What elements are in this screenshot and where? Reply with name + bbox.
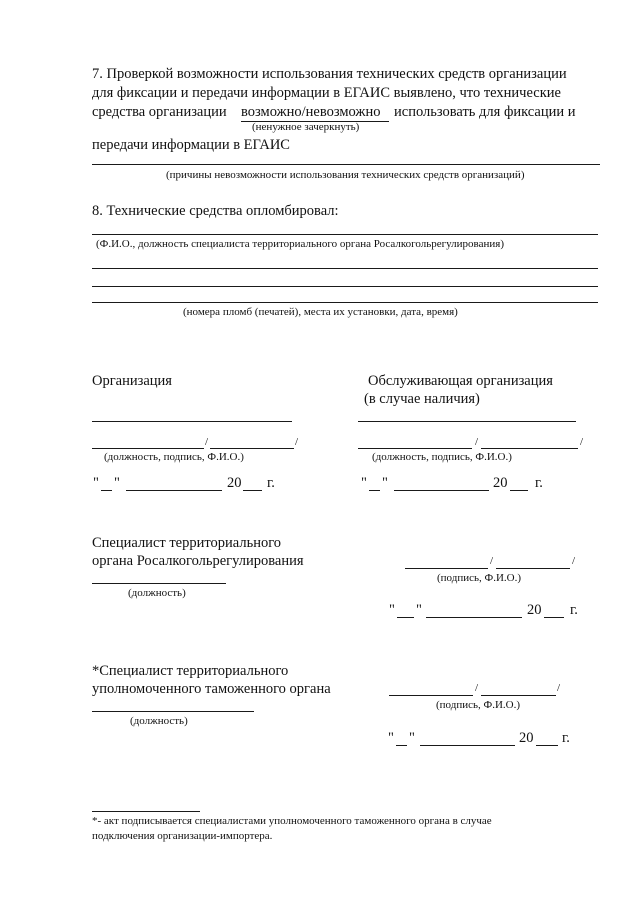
fio-caption: (Ф.И.О., должность специалиста территориального органа Росалкогольрегулирования) xyxy=(96,238,504,250)
specialist-label-2: органа Росалкогольрегулирования xyxy=(92,553,304,569)
service-date-month-line xyxy=(394,490,489,491)
specialist-sig-line xyxy=(405,568,488,569)
specialist-date-year-prefix: 20 xyxy=(527,602,542,618)
specialist-position-caption: (должность) xyxy=(128,587,186,599)
service-date-year-suffix: г. xyxy=(535,475,543,491)
customs-fio-line xyxy=(481,695,556,696)
strike-out-note: (ненужное зачеркнуть) xyxy=(252,121,360,133)
org-label: Организация xyxy=(92,373,172,389)
customs-date-year-prefix: 20 xyxy=(519,730,534,746)
customs-position-line xyxy=(92,711,254,712)
customs-sig-caption: (подпись, Ф.И.О.) xyxy=(436,699,520,711)
specialist-date-year-line xyxy=(544,617,564,618)
service-sig-caption: (должность, подпись, Ф.И.О.) xyxy=(372,451,512,463)
section7-line2: для фиксации и передачи информации в ЕГАИС выявлено, что технические xyxy=(92,85,561,101)
specialist-fio-line xyxy=(496,568,570,569)
section7-line4: передачи информации в ЕГАИС xyxy=(92,137,290,153)
reasons-caption: (причины невозможности использования технических средств организаций) xyxy=(166,169,525,181)
customs-date-day-line xyxy=(396,745,407,746)
service-date-year-line xyxy=(510,490,528,491)
seals-line-3 xyxy=(92,302,598,303)
service-org-label: Обслуживающая организация xyxy=(368,373,553,389)
section7-line1: 7. Проверкой возможности использования технических средств организации xyxy=(92,66,567,82)
specialist-label-1: Специалист территориального xyxy=(92,535,282,551)
org-date-quote-open: " xyxy=(93,475,99,491)
option-possible-impossible: возможно/невозможно xyxy=(241,104,381,120)
reasons-line xyxy=(92,164,600,165)
org-date-year-suffix: г. xyxy=(267,475,275,491)
customs-date-year-line xyxy=(536,745,558,746)
org-sig-caption: (должность, подпись, Ф.И.О.) xyxy=(104,451,244,463)
org-fio-line xyxy=(210,448,294,449)
customs-label-2: уполномоченного таможенного органа xyxy=(92,681,331,697)
org-slash-end: / xyxy=(295,436,299,448)
specialist-date-month-line xyxy=(426,617,522,618)
specialist-position-line xyxy=(92,583,226,584)
customs-sig-line xyxy=(389,695,473,696)
customs-date-quote-open: " xyxy=(388,730,394,746)
specialist-date-year-suffix: г. xyxy=(570,602,578,618)
customs-date-quote-close: " xyxy=(409,730,415,746)
section7-line3-post: использовать для фиксации и xyxy=(394,104,576,120)
fio-line xyxy=(92,234,598,235)
service-slash-end: / xyxy=(580,436,584,448)
specialist-date-quote-open: " xyxy=(389,602,395,618)
customs-date-year-suffix: г. xyxy=(562,730,570,746)
footnote-line2: подключения организации-импортера. xyxy=(92,830,273,842)
specialist-date-quote-close: " xyxy=(416,602,422,618)
org-name-line xyxy=(92,421,292,422)
service-org-note: (в случае наличия) xyxy=(364,391,480,407)
service-date-quote-close: " xyxy=(382,475,388,491)
section7-line3-pre: средства организации xyxy=(92,104,227,120)
customs-slash-end: / xyxy=(557,682,561,694)
seals-line-2 xyxy=(92,286,598,287)
customs-date-month-line xyxy=(420,745,515,746)
specialist-slash: / xyxy=(490,555,494,567)
org-date-month-line xyxy=(126,490,222,491)
service-position-line xyxy=(358,448,472,449)
service-date-quote-open: " xyxy=(361,475,367,491)
service-date-day-line xyxy=(369,490,380,491)
service-date-year-prefix: 20 xyxy=(493,475,508,491)
seals-line-1 xyxy=(92,268,598,269)
customs-slash: / xyxy=(475,682,479,694)
org-date-year-line xyxy=(243,490,262,491)
specialist-slash-end: / xyxy=(572,555,576,567)
footnote-separator xyxy=(92,811,200,812)
org-position-line xyxy=(92,448,204,449)
service-fio-line xyxy=(481,448,578,449)
section8-title: 8. Технические средства опломбировал: xyxy=(92,203,339,219)
customs-label-1: *Специалист территориального xyxy=(92,663,289,679)
org-date-year-prefix: 20 xyxy=(227,475,242,491)
org-slash: / xyxy=(205,436,209,448)
customs-position-caption: (должность) xyxy=(130,715,188,727)
org-date-day-line xyxy=(101,490,112,491)
service-org-name-line xyxy=(358,421,576,422)
org-date-quote-close: " xyxy=(114,475,120,491)
service-slash: / xyxy=(475,436,479,448)
specialist-date-day-line xyxy=(397,617,414,618)
seals-caption: (номера пломб (печатей), места их установки, дата, время) xyxy=(183,306,458,318)
specialist-sig-caption: (подпись, Ф.И.О.) xyxy=(437,572,521,584)
footnote-line1: *- акт подписывается специалистами уполномоченного таможенного органа в случае xyxy=(92,815,492,827)
